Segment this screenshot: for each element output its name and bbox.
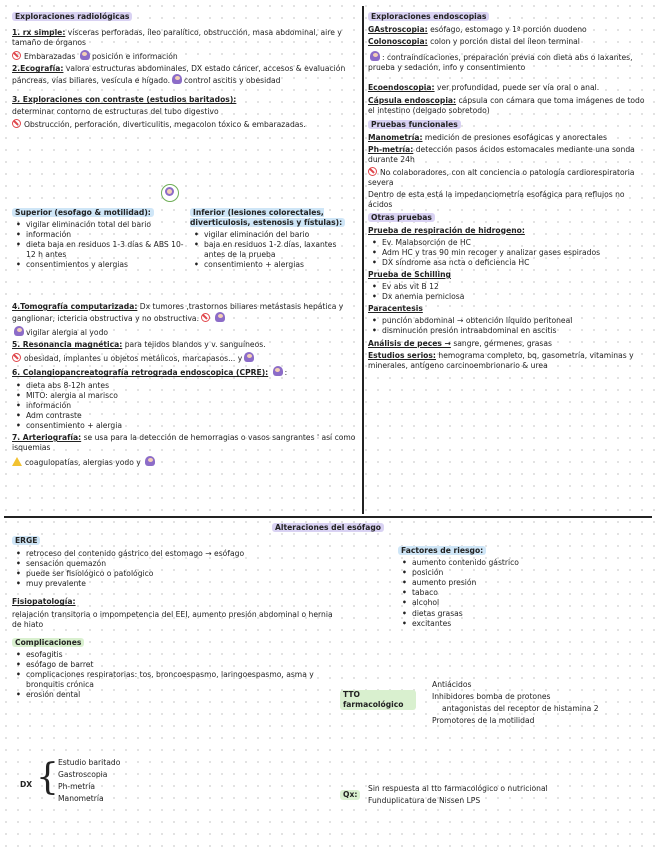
risk-factors-section [398, 546, 638, 631]
list-item: Inhibidores bomba de protones [432, 692, 551, 702]
prohibited-icon [12, 51, 21, 60]
gastroscopy-text: esófago, estomago y 1ª porción duodeno [427, 25, 587, 35]
horizontal-divider [4, 516, 652, 518]
stool-label: Análisis de peces → [368, 338, 451, 348]
erge-list [12, 549, 342, 589]
complications-title: Complicaciones [12, 638, 84, 647]
phmetry-label: Ph-metría: [368, 144, 414, 154]
prohibited-icon [368, 167, 377, 176]
schilling-label: Prueba de Schilling [368, 269, 451, 279]
nurse-icon [172, 74, 182, 84]
serology-text: hemograma completo, bq, gasometría, vitaminas y minerales, antígeno carcinoembrionario & urea [368, 350, 634, 370]
hydrogen-list [368, 238, 648, 268]
list-item: • Dx anemia perniciosa [368, 292, 648, 302]
dx-list [58, 758, 120, 806]
cpre-list [12, 381, 356, 431]
xray-text: vísceras perforadas, íleo paralítico, obstrucción, masa abdominal, aire y tamaño de órganos [12, 28, 342, 48]
radiology-section-lower: 4.Tomografía computarizada: Dx tumores ,trastornos biliares metástasis hepática y ganglionar, ictericia obstructiva y no obstructiva. vigilar alergia al yodo 5. Resonancia magnética: para tejidos blandos y v. sanguíneos. obesidad, implantes u objetos metálicos, marcapasos... y 6. Colangiopancreatografía retrograda endoscopica (CPRE): : • dieta abs 8-12h antes • MITO: alergia al marisco • información • Adm contraste • consentimiento + alergia 7. Arteriografía: se usa para la detección de hemorragias o vasos sangrantes ' así como isquemias coagulopatías, alergias yodo y [12, 302, 356, 470]
list-item: • posición [398, 568, 638, 578]
endoscopy-section [368, 12, 648, 373]
endoscopy-title: Exploraciones endoscopias [368, 12, 489, 21]
list-item: • punción abdominal → obtención líquido peritoneal [368, 316, 648, 326]
list-item: • sensación quemazón [12, 559, 342, 569]
serology-label: Estudios serios: [368, 350, 436, 360]
erge-section [12, 536, 342, 702]
contrast-text: determinar contorno de estructuras del tubo digestivo [12, 106, 219, 116]
capsule-label: Cápsula endoscopia: [368, 95, 457, 105]
radiology-section [12, 12, 356, 132]
ct-label: 4.Tomografía computarizada: [12, 302, 138, 311]
list-item: • esófago de barret [12, 660, 342, 670]
list-item: • consentimientos y alergias [12, 260, 184, 270]
hydrogen-label: Prueba de respiración de hidrogeno: [368, 225, 525, 235]
phmetry-warning: No colaboradores, con alt conciencia o patología cardiorespiratoria severa [368, 168, 635, 188]
superior-title: Superior (esofago & motilidad): [12, 208, 154, 217]
arteriography-warning: coagulopatías, alergias yodo y [25, 458, 141, 468]
manometry-text: medición de presiones esofágicas y anorectales [422, 132, 607, 142]
physiopathology-text: relajación transitoria o impompetencia del EEI, aumento presión abdominal o hernia de hiato [12, 609, 333, 629]
endoscopy-nurse-note: : contraindicaciones, preparación previa con dieta abs o laxantes, prueba y sedación, info y consentimiento [368, 53, 633, 73]
list-item: • aumento contenido gástrico [398, 558, 638, 568]
list-item: • DX síndrome asa ncta o deficiencia HC [368, 258, 648, 268]
nurse-icon [273, 366, 283, 376]
pregnant-icon [244, 352, 254, 362]
capsule-text: cápsula con cámara que toma imágenes de todo el intestino (delgado sobretodo) [368, 95, 645, 115]
list-item: • Adm contraste [12, 411, 356, 421]
esophagus-title-wrap [0, 523, 656, 533]
dx-label: DX [20, 780, 33, 789]
mri-label: 5. Resonancia magnética: [12, 340, 123, 350]
list-item: • consentimiento + alergias [190, 260, 358, 270]
list-item: • baja en residuos 1-2 días, laxantes antes de la prueba [190, 240, 358, 260]
list-item: Funduplicatura de Nissen LPS [368, 796, 481, 806]
list-item: • esofagitis [12, 650, 342, 660]
esophagus-title: Alteraciones del esófago [272, 523, 384, 532]
physiopathology-title: Fisiopatología: [12, 597, 76, 607]
list-item: • complicaciones respiratorias: tos, broncoespasmo, laringoespasmo, asma y bronquitis crónica [12, 670, 342, 690]
prohibited-icon [201, 313, 210, 322]
mri-text: para tejidos blandos y v. sanguíneos. [122, 340, 266, 350]
prohibited-icon [12, 353, 21, 362]
mri-warning: obesidad, implantes u objetos metálicos, marcapasos... y [24, 354, 243, 364]
xray-nurse-note: posición e información [91, 52, 178, 62]
ultrasound-nurse-note: control ascitis y obesidad [184, 76, 281, 86]
stool-text: sangre, gérmenes, grasas [450, 338, 552, 348]
phmetry-extra: Dentro de esta está la impedanciometría esofágica para reflujos no ácidos [368, 190, 625, 210]
list-item: • Adm HC y tras 90 min recoger y analizar gases espirados [368, 248, 648, 258]
arteriography-text: se usa para la detección de hemorragias o vasos sangrantes ' así como isquemias [12, 433, 356, 453]
radiology-title: Exploraciones radiológicas [12, 12, 132, 21]
list-item: • información [12, 230, 184, 240]
gastroscopy-label: GAstroscopia: [368, 25, 428, 35]
paracentesis-label: Paracentesis [368, 304, 423, 314]
list-item: Ph-metría [58, 782, 96, 792]
pregnant-icon [145, 456, 155, 466]
vertical-divider [362, 6, 364, 514]
pregnant-icon [215, 312, 225, 322]
list-item: • MITO: alergia al marisco [12, 391, 356, 401]
contrast-label: 3. Exploraciones con contraste (estudios baritados): [12, 94, 237, 104]
list-item: • Ev. Malabsorción de HC [368, 238, 648, 248]
superior-study [12, 208, 184, 273]
nurse-icon [14, 326, 24, 336]
colonoscopy-label: Colonoscopia: [368, 37, 428, 47]
list-item: • dieta abs 8-12h antes [12, 381, 356, 391]
colonoscopy-text: colon y porción distal del íleon terminal [427, 37, 580, 47]
list-item: • excitantes [398, 619, 638, 629]
surgery-label: Qx: [340, 790, 360, 800]
erge-title: ERGE [12, 536, 40, 545]
list-item: • vigilar eliminación total del bario [12, 220, 184, 230]
list-item: • Ev abs vit B 12 [368, 282, 648, 292]
nurse-avatar-icon [161, 184, 179, 202]
list-item: Promotores de la motilidad [432, 716, 535, 726]
paracentesis-list [368, 316, 648, 336]
list-item: • disminución presión intraabdominal en ascitis [368, 326, 648, 336]
list-item: • alcohol [398, 598, 638, 608]
warning-icon [12, 457, 22, 466]
other-tests-title: Otras pruebas [368, 213, 435, 222]
list-item: • información [12, 401, 356, 411]
cpre-label: 6. Colangiopancreatografía retrograda endoscopica (CPRE): [12, 368, 269, 378]
list-item: Gastroscopia [58, 770, 108, 780]
list-item: Manometría [58, 794, 104, 804]
list-item: Estudio baritado [58, 758, 121, 767]
list-item: • erosión dental [12, 690, 342, 700]
list-item: • aumento presión [398, 578, 638, 588]
nurse-icon [80, 50, 90, 60]
xray-warning: Embarazadas [24, 52, 76, 62]
ct-text: Dx tumores ,trastornos biliares metástasis hepática y ganglionar, ictericia obstructiva y no obstructiva. [12, 302, 344, 324]
prohibited-icon [12, 119, 21, 128]
list-item: • dieta baja en residuos 1-3 días & ABS 10-12 h antes [12, 240, 184, 260]
treatment-list [432, 680, 644, 728]
list-item: • puede ser fisiológico o patológico [12, 569, 342, 579]
list-item: • dietas grasas [398, 609, 638, 619]
list-item: Antiácidos [432, 680, 472, 689]
list-item: Sin respuesta al tto farmacológico o nutricional [368, 784, 548, 793]
risk-factors-title: Factores de riesgo: [398, 546, 486, 555]
risk-factors-list [398, 558, 638, 629]
list-item: • consentimiento + alergia [12, 421, 356, 431]
list-item: • tabaco [398, 588, 638, 598]
list-item: • muy prevalente [12, 579, 342, 589]
list-item: • retroceso del contenido gástrico del estomago → esófago [12, 549, 342, 559]
ultrasound-label: 2.Ecografía: [12, 64, 64, 74]
inferior-title: Inferior (lesiones colorectales, diverticulosis, estenosis y fístulas): [190, 208, 345, 227]
phmetry-text: detección pasos ácidos estomacales mediante una sonda durante 24h [368, 144, 635, 165]
xray-label: 1. rx simple: [12, 28, 66, 38]
ct-nurse-note: vigilar alergia al yodo [26, 328, 109, 338]
inferior-list [190, 230, 358, 270]
superior-list [12, 220, 184, 270]
schilling-list [368, 282, 648, 302]
inferior-study [190, 208, 358, 273]
arteriography-label: 7. Arteriografía: [12, 433, 82, 443]
echoendoscopy-label: Ecoendoscopia: [368, 83, 435, 93]
functional-title: Pruebas funcionales [368, 120, 461, 129]
manometry-label: Manometría: [368, 132, 423, 142]
contrast-warning: Obstrucción, perforación, diverticulitis, megacolon tóxico & embarazadas. [24, 119, 306, 129]
nurse-icon [370, 51, 380, 61]
complications-list [12, 650, 342, 700]
dx-brace: { [36, 757, 59, 798]
list-item: • vigilar eliminación del bario [190, 230, 358, 240]
surgery-list [368, 784, 644, 808]
echoendoscopy-text: ver profundidad, puede ser vía oral o anal. [434, 83, 600, 93]
list-item: antagonistas del receptor de histamina 2 [442, 704, 599, 714]
ultrasound-text: valora estructuras abdominales, DX estado cáncer, accesos & evaluación páncreas, vías biliares, vesícula e hígado. [12, 64, 346, 86]
treatment-label: TTO farmacológico [340, 690, 416, 710]
